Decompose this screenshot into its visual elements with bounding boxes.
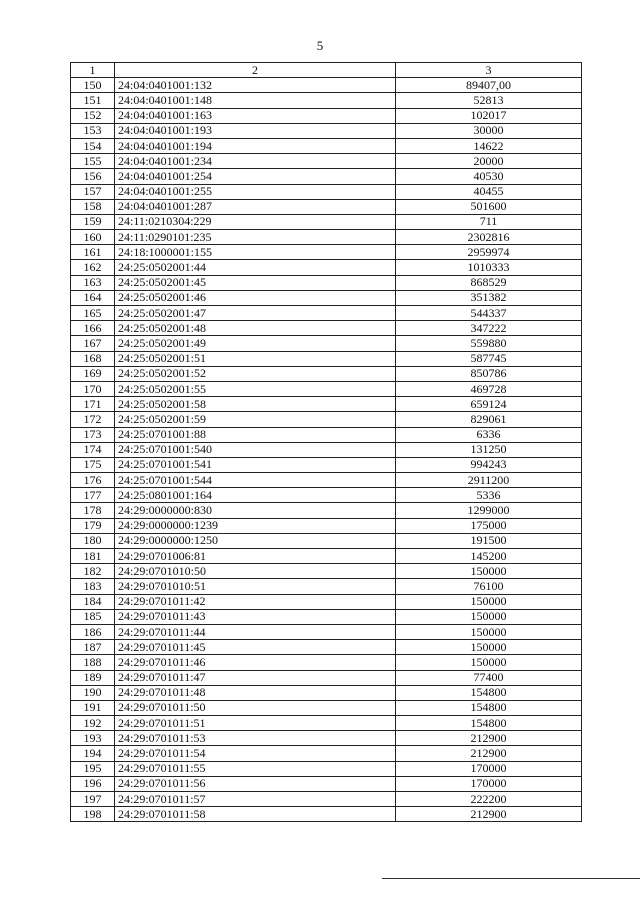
row-index-cell: 194 [71,746,115,761]
cadastral-number-cell: 24:04:0401001:148 [115,93,396,108]
row-index-cell: 184 [71,594,115,609]
value-cell: 150000 [396,640,582,655]
cadastral-number-cell: 24:29:0701011:42 [115,594,396,609]
cadastral-number-cell: 24:25:0701001:540 [115,442,396,457]
table-body [71,78,582,822]
row-index-cell: 198 [71,807,115,822]
cadastral-number-cell: 24:29:0701010:51 [115,579,396,594]
table-row [71,746,582,761]
table-row [71,776,582,791]
value-cell: 351382 [396,290,582,305]
table-row [71,761,582,776]
value-cell: 40455 [396,184,582,199]
table-row [71,473,582,488]
cadastral-number-cell: 24:25:0502001:55 [115,381,396,396]
row-index-cell: 182 [71,564,115,579]
cadastral-number-cell: 24:29:0000000:1239 [115,518,396,533]
value-cell: 150000 [396,655,582,670]
value-cell: 170000 [396,761,582,776]
row-index-cell: 197 [71,792,115,807]
value-cell: 544337 [396,306,582,321]
cadastral-number-cell: 24:29:0701010:50 [115,564,396,579]
value-cell: 89407,00 [396,78,582,93]
table-row [71,123,582,138]
row-index-cell: 193 [71,731,115,746]
table-row [71,321,582,336]
table-row [71,427,582,442]
value-cell: 77400 [396,670,582,685]
cadastral-number-cell: 24:04:0401001:194 [115,138,396,153]
row-index-cell: 189 [71,670,115,685]
table-row [71,214,582,229]
row-index-cell: 195 [71,761,115,776]
table-row [71,336,582,351]
cadastral-number-cell: 24:25:0502001:58 [115,397,396,412]
value-cell: 587745 [396,351,582,366]
table-row [71,290,582,305]
cadastral-number-cell: 24:29:0701011:55 [115,761,396,776]
value-cell: 2911200 [396,473,582,488]
cadastral-number-cell: 24:18:1000001:155 [115,245,396,260]
table-row [71,397,582,412]
row-index-cell: 172 [71,412,115,427]
table-row [71,792,582,807]
value-cell: 154800 [396,685,582,700]
value-cell: 154800 [396,700,582,715]
cadastral-number-cell: 24:25:0701001:544 [115,473,396,488]
table-row [71,655,582,670]
row-index-cell: 173 [71,427,115,442]
table-row [71,594,582,609]
value-cell: 994243 [396,457,582,472]
value-cell: 150000 [396,609,582,624]
table-row [71,685,582,700]
value-cell: 131250 [396,442,582,457]
value-cell: 154800 [396,716,582,731]
value-cell: 52813 [396,93,582,108]
table-row [71,716,582,731]
table-row [71,457,582,472]
row-index-cell: 185 [71,609,115,624]
cadastral-number-cell: 24:04:0401001:254 [115,169,396,184]
table-row [71,731,582,746]
value-cell: 1299000 [396,503,582,518]
value-cell: 2959974 [396,245,582,260]
value-cell: 40530 [396,169,582,184]
row-index-cell: 165 [71,306,115,321]
cadastral-number-cell: 24:04:0401001:287 [115,199,396,214]
cadastral-number-cell: 24:25:0502001:47 [115,306,396,321]
page-number: 5 [316,38,324,53]
cadastral-number-cell: 24:25:0502001:52 [115,366,396,381]
row-index-cell: 155 [71,154,115,169]
value-cell: 868529 [396,275,582,290]
row-index-cell: 188 [71,655,115,670]
table-row [71,442,582,457]
cadastral-number-cell: 24:29:0701011:56 [115,776,396,791]
value-cell: 212900 [396,807,582,822]
table-row [71,306,582,321]
value-cell: 102017 [396,108,582,123]
value-cell: 347222 [396,321,582,336]
row-index-cell: 178 [71,503,115,518]
cadastral-number-cell: 24:25:0502001:44 [115,260,396,275]
row-index-cell: 160 [71,230,115,245]
value-cell: 501600 [396,199,582,214]
row-index-cell: 162 [71,260,115,275]
table-row [71,351,582,366]
row-index-cell: 177 [71,488,115,503]
cadastral-number-cell: 24:25:0502001:48 [115,321,396,336]
table-row [71,609,582,624]
value-cell: 150000 [396,564,582,579]
cadastral-number-cell: 24:29:0000000:1250 [115,533,396,548]
row-index-cell: 186 [71,624,115,639]
value-cell: 170000 [396,776,582,791]
value-cell: 850786 [396,366,582,381]
value-cell: 150000 [396,624,582,639]
row-index-cell: 169 [71,366,115,381]
row-index-cell: 156 [71,169,115,184]
cadastral-number-cell: 24:04:0401001:193 [115,123,396,138]
row-index-cell: 166 [71,321,115,336]
cadastral-number-cell: 24:29:0701011:47 [115,670,396,685]
row-index-cell: 171 [71,397,115,412]
value-cell: 1010333 [396,260,582,275]
cadastral-number-cell: 24:25:0502001:45 [115,275,396,290]
cadastral-number-cell: 24:29:0701011:50 [115,700,396,715]
table-row [71,579,582,594]
cadastral-number-cell: 24:25:0502001:51 [115,351,396,366]
table-row [71,640,582,655]
row-index-cell: 191 [71,700,115,715]
row-index-cell: 154 [71,138,115,153]
table-row [71,670,582,685]
value-cell: 76100 [396,579,582,594]
row-index-cell: 151 [71,93,115,108]
table-row [71,230,582,245]
row-index-cell: 196 [71,776,115,791]
value-cell: 175000 [396,518,582,533]
value-cell: 711 [396,214,582,229]
cadastral-number-cell: 24:29:0701011:43 [115,609,396,624]
value-cell: 2302816 [396,230,582,245]
cadastral-number-cell: 24:04:0401001:234 [115,154,396,169]
row-index-cell: 159 [71,214,115,229]
row-index-cell: 192 [71,716,115,731]
table-row [71,169,582,184]
value-cell: 150000 [396,594,582,609]
cadastral-number-cell: 24:04:0401001:255 [115,184,396,199]
cadastral-number-cell: 24:25:0801001:164 [115,488,396,503]
value-cell: 191500 [396,533,582,548]
cadastral-number-cell: 24:04:0401001:163 [115,108,396,123]
table-row [71,381,582,396]
table-row [71,518,582,533]
cadastral-number-cell: 24:25:0502001:46 [115,290,396,305]
row-index-cell: 174 [71,442,115,457]
cadastral-number-cell: 24:29:0701011:46 [115,655,396,670]
row-index-cell: 164 [71,290,115,305]
value-cell: 559880 [396,336,582,351]
value-cell: 222200 [396,792,582,807]
row-index-cell: 153 [71,123,115,138]
row-index-cell: 157 [71,184,115,199]
value-cell: 212900 [396,731,582,746]
table-row [71,78,582,93]
row-index-cell: 158 [71,199,115,214]
table-row [71,412,582,427]
table-row [71,488,582,503]
cadastral-number-cell: 24:29:0701011:58 [115,807,396,822]
table-row [71,533,582,548]
table-header-row [71,63,582,78]
value-cell: 30000 [396,123,582,138]
cadastral-number-cell: 24:25:0701001:88 [115,427,396,442]
row-index-cell: 152 [71,108,115,123]
value-cell: 469728 [396,381,582,396]
table-row [71,154,582,169]
row-index-cell: 175 [71,457,115,472]
value-cell: 829061 [396,412,582,427]
cadastral-number-cell: 24:25:0502001:49 [115,336,396,351]
table-row [71,807,582,822]
value-cell: 145200 [396,549,582,564]
value-cell: 14622 [396,138,582,153]
table-row [71,93,582,108]
table-row [71,564,582,579]
table-row [71,624,582,639]
column-header-cadastral-number: 2 [115,63,396,78]
table-row [71,549,582,564]
row-index-cell: 170 [71,381,115,396]
row-index-cell: 176 [71,473,115,488]
column-header-index: 1 [71,63,115,78]
row-index-cell: 161 [71,245,115,260]
row-index-cell: 167 [71,336,115,351]
table-row [71,700,582,715]
cadastral-number-cell: 24:25:0701001:541 [115,457,396,472]
value-cell: 5336 [396,488,582,503]
cadastral-number-cell: 24:29:0701011:53 [115,731,396,746]
column-header-value: 3 [396,63,582,78]
table-row [71,245,582,260]
cadastral-number-cell: 24:29:0701011:54 [115,746,396,761]
cadastral-number-cell: 24:11:0210304:229 [115,214,396,229]
table-row [71,138,582,153]
row-index-cell: 179 [71,518,115,533]
row-index-cell: 163 [71,275,115,290]
row-index-cell: 168 [71,351,115,366]
row-index-cell: 181 [71,549,115,564]
table-row [71,275,582,290]
table-row [71,199,582,214]
cadastral-number-cell: 24:11:0290101:235 [115,230,396,245]
row-index-cell: 183 [71,579,115,594]
table-row [71,108,582,123]
cadastral-number-cell: 24:04:0401001:132 [115,78,396,93]
row-index-cell: 190 [71,685,115,700]
cadastral-number-cell: 24:29:0000000:830 [115,503,396,518]
table-row [71,503,582,518]
cadastral-number-cell: 24:29:0701011:45 [115,640,396,655]
cadastral-number-cell: 24:29:0701006:81 [115,549,396,564]
value-cell: 20000 [396,154,582,169]
table-row [71,260,582,275]
cadastral-table [70,62,582,822]
cadastral-number-cell: 24:29:0701011:57 [115,792,396,807]
cadastral-number-cell: 24:29:0701011:51 [115,716,396,731]
cadastral-number-cell: 24:29:0701011:48 [115,685,396,700]
table-row [71,366,582,381]
row-index-cell: 150 [71,78,115,93]
row-index-cell: 180 [71,533,115,548]
cadastral-number-cell: 24:29:0701011:44 [115,624,396,639]
table-row [71,184,582,199]
cadastral-number-cell: 24:25:0502001:59 [115,412,396,427]
value-cell: 212900 [396,746,582,761]
value-cell: 6336 [396,427,582,442]
value-cell: 659124 [396,397,582,412]
row-index-cell: 187 [71,640,115,655]
footer-rule [382,878,640,879]
